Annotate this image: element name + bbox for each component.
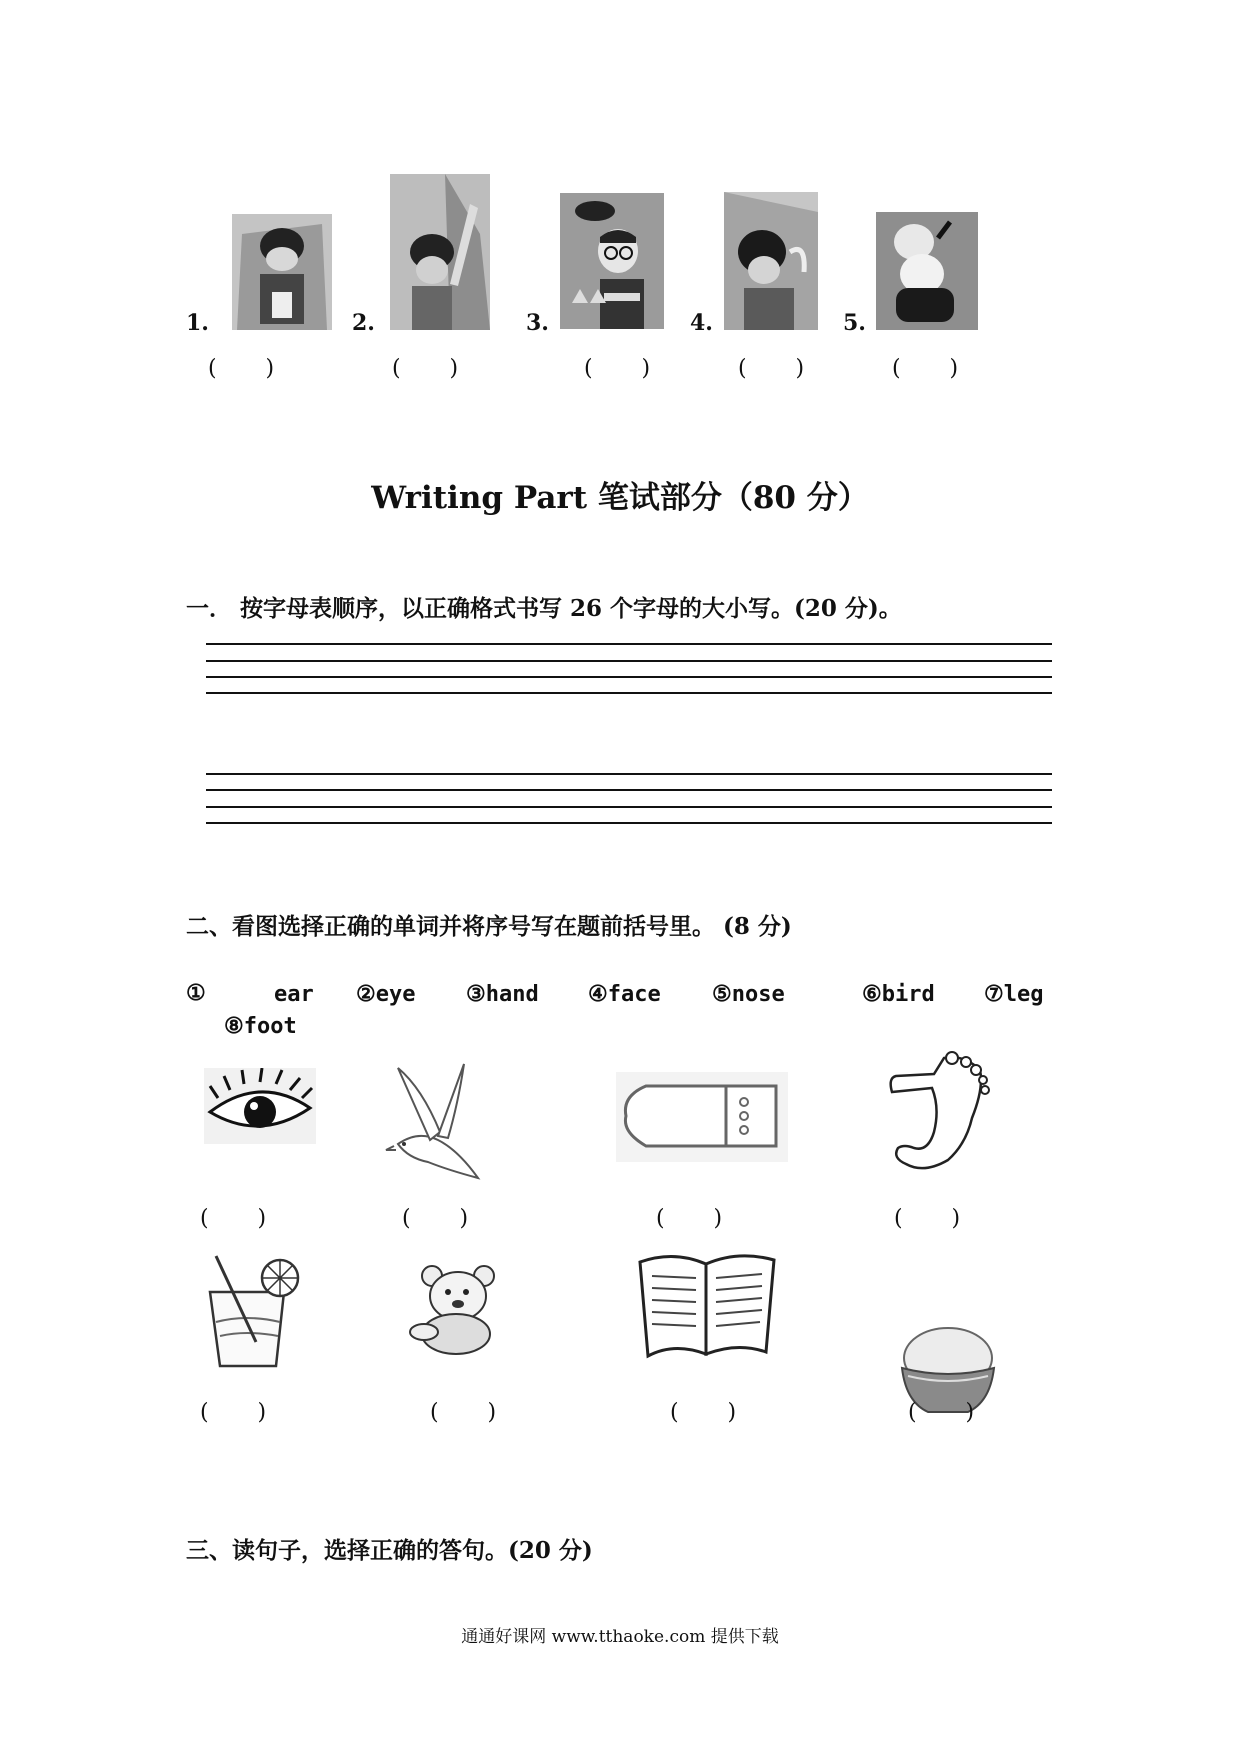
option-face: ④face: [588, 982, 661, 1007]
writing-line: [206, 660, 1052, 662]
answer-parenthesis-foot[interactable]: ( ): [894, 1206, 961, 1231]
writing-line: [206, 822, 1052, 824]
eraser-picture: [616, 1072, 788, 1162]
item-number-4: 4.: [690, 310, 713, 336]
item-number-1: 1.: [186, 310, 209, 336]
answer-parenthesis-eye[interactable]: ( ): [200, 1206, 267, 1231]
boy-turning-around-picture: [724, 192, 818, 330]
bird-picture: [378, 1058, 488, 1188]
answer-parenthesis-juice[interactable]: ( ): [200, 1400, 267, 1425]
answer-parenthesis-rice[interactable]: ( ): [908, 1400, 975, 1425]
writing-part-title: Writing Part 笔试部分（80 分）: [371, 480, 869, 516]
section-3-heading: 三、读句子，选择正确的答句。(20 分): [186, 1537, 593, 1564]
answer-parenthesis-3[interactable]: ( ): [584, 356, 651, 381]
boy-pointing-down-picture: [232, 214, 332, 330]
writing-line: [206, 676, 1052, 678]
option-eye: ②eye: [356, 982, 416, 1007]
answer-parenthesis-eraser[interactable]: ( ): [656, 1206, 723, 1231]
writing-line: [206, 773, 1052, 775]
answer-parenthesis-5[interactable]: ( ): [892, 356, 959, 381]
writing-line: [206, 692, 1052, 694]
writing-line: [206, 643, 1052, 645]
page-footer: 通通好课网 www.tthaoke.com 提供下载: [461, 1627, 779, 1647]
book-picture: [634, 1246, 780, 1362]
option-hand: ③hand: [466, 982, 539, 1007]
answer-parenthesis-book[interactable]: ( ): [670, 1400, 737, 1425]
writing-line: [206, 806, 1052, 808]
option-ear: ear: [274, 982, 314, 1007]
answer-parenthesis-teddy-bear[interactable]: ( ): [430, 1400, 497, 1425]
option-1-marker: ①: [186, 981, 206, 1006]
answer-parenthesis-2[interactable]: ( ): [392, 356, 459, 381]
writing-line: [206, 789, 1052, 791]
foot-picture: [884, 1048, 994, 1174]
answer-parenthesis-4[interactable]: ( ): [738, 356, 805, 381]
boy-pointing-up-picture: [390, 174, 490, 330]
item-number-5: 5.: [843, 310, 866, 336]
boy-with-cap-picture: [560, 193, 664, 329]
section-1-heading: 一． 按字母表顺序，以正确格式书写 26 个字母的大小写。(20 分)。: [186, 595, 902, 622]
teddy-bear-picture: [404, 1262, 504, 1358]
answer-parenthesis-1[interactable]: ( ): [208, 356, 275, 381]
answer-parenthesis-bird[interactable]: ( ): [402, 1206, 469, 1231]
option-foot: ⑧foot: [224, 1014, 297, 1039]
option-nose: ⑤nose: [712, 982, 785, 1007]
item-number-3: 3.: [526, 310, 549, 336]
item-number-2: 2.: [352, 310, 375, 336]
section-2-heading: 二、看图选择正确的单词并将序号写在题前括号里。 (8 分): [186, 913, 792, 940]
option-leg: ⑦leg: [984, 982, 1044, 1007]
eye-picture: [204, 1068, 316, 1144]
juice-glass-picture: [206, 1252, 302, 1372]
girl-sitting-picture: [876, 212, 978, 330]
option-bird: ⑥bird: [862, 982, 935, 1007]
